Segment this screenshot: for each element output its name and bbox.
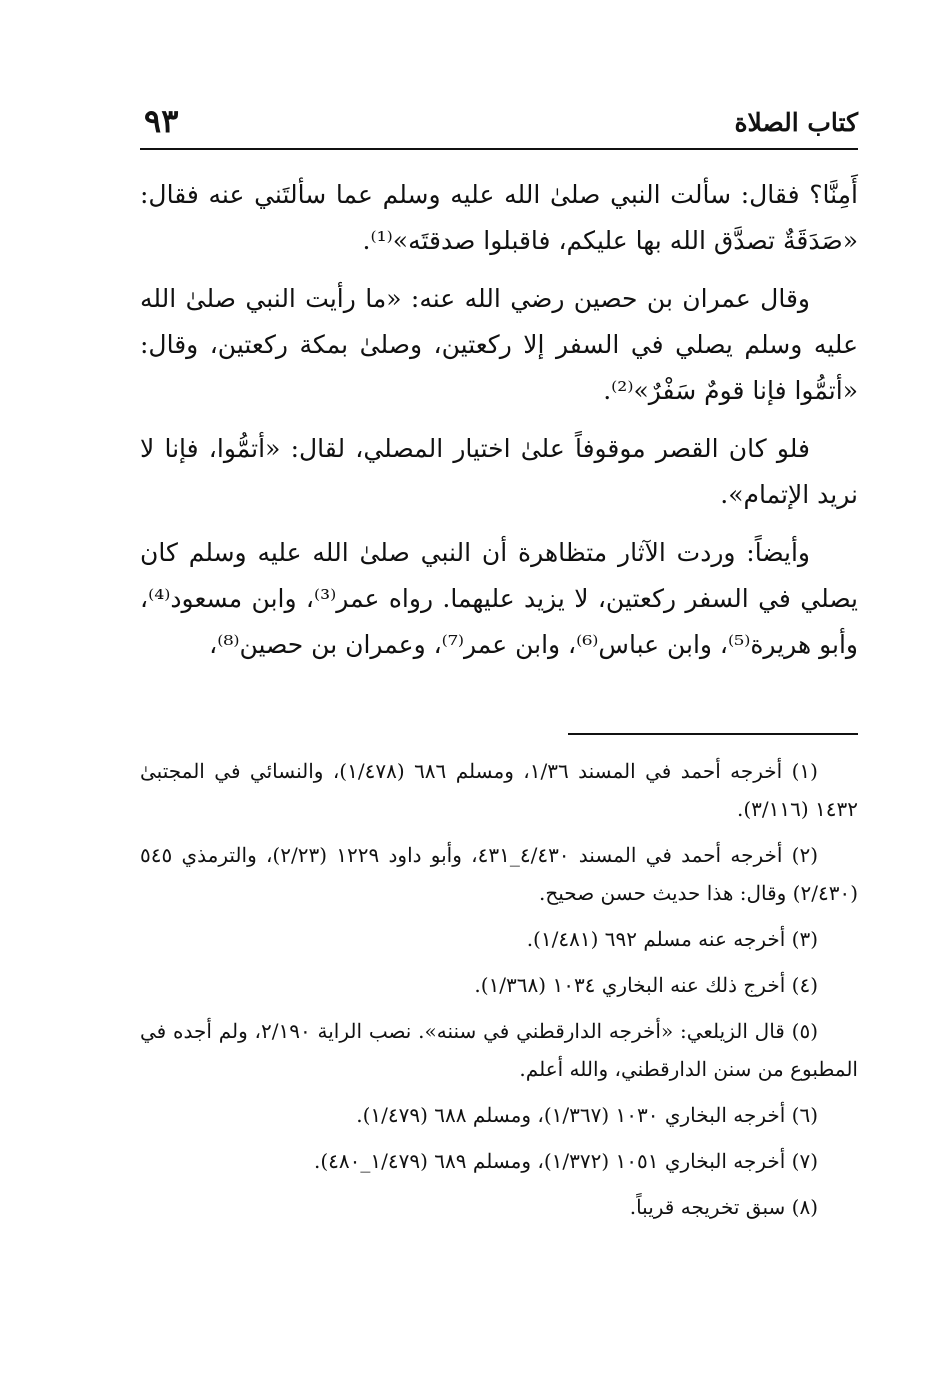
- footnote-4: (٤) أخرج ذلك عنه البخاري ١٠٣٤ (١/٣٦٨).: [474, 973, 818, 997]
- footnote-separator-line: [568, 733, 858, 735]
- footnote-1: (١) أخرجه أحمد في المسند ١/٣٦، ومسلم ٦٨٦ (١/٤٧٨)، والنسائي في المجتبىٰ ١٤٣٢ (٣/١١٦).: [140, 759, 858, 821]
- paragraph-3: فلو كان القصر موقوفاً علىٰ اختيار المصلي، لقال: «أتمُّوا، فإنا لا نريد الإتمام».: [140, 434, 858, 509]
- main-text: [140, 172, 858, 680]
- footnote-7: (٧) أخرجه البخاري ١٠٥١ (١/٣٧٢)، ومسلم ٦٨٩ (١/٤٧٩_٤٨٠).: [314, 1149, 818, 1173]
- paragraph-1: أَمِنَّا؟ فقال: سألت النبي صلىٰ الله عليه وسلم عما سألتَني عنه فقال: «صَدَقَةٌ تصدَّق الله بها عليكم، فاقبلوا صدقتَه»⁽¹⁾.: [140, 180, 858, 255]
- footnote-6: (٦) أخرجه البخاري ١٠٣٠ (١/٣٦٧)، ومسلم ٦٨٨ (١/٤٧٩).: [356, 1103, 818, 1127]
- paragraph-4: وأيضاً: وردت الآثار متظاهرة أن النبي صلىٰ الله عليه وسلم كان يصلي في السفر ركعتين، لا يزيد عليهما. رواه عمر⁽³⁾، وابن مسعود⁽⁴⁾، وأبو هريرة⁽⁵⁾، وابن عباس⁽⁶⁾، وابن عمر⁽⁷⁾، وعمران بن حصين⁽⁸⁾،: [140, 538, 858, 659]
- running-header: [140, 100, 858, 150]
- footnotes: [140, 752, 858, 1234]
- book-title: كتاب الصلاة: [734, 108, 858, 137]
- page-number: ٩٣: [144, 102, 179, 140]
- paragraph-2: وقال عمران بن حصين رضي الله عنه: «ما رأيت النبي صلىٰ الله عليه وسلم يصلي في السفر إلا ركعتين، وصلىٰ بمكة ركعتين، وقال: «أتمُّوا فإنا قومٌ سَفْرٌ»⁽²⁾.: [140, 284, 858, 405]
- footnote-2: (٢) أخرجه أحمد في المسند ٤/٤٣٠_٤٣١، وأبو داود ١٢٢٩ (٢/٢٣)، والترمذي ٥٤٥ (٢/٤٣٠) وقال: هذا حديث حسن صحيح.: [140, 843, 858, 905]
- footnote-8: (٨) سبق تخريجه قريباً.: [629, 1195, 818, 1219]
- footnote-3: (٣) أخرجه عنه مسلم ٦٩٢ (١/٤٨١).: [526, 927, 818, 951]
- footnote-separator: [140, 733, 858, 735]
- footnote-5: (٥) قال الزيلعي: «أخرجه الدارقطني في سننه». نصب الراية ٢/١٩٠، ولم أجده في المطبوع من سنن الدارقطني، والله أعلم.: [140, 1019, 858, 1081]
